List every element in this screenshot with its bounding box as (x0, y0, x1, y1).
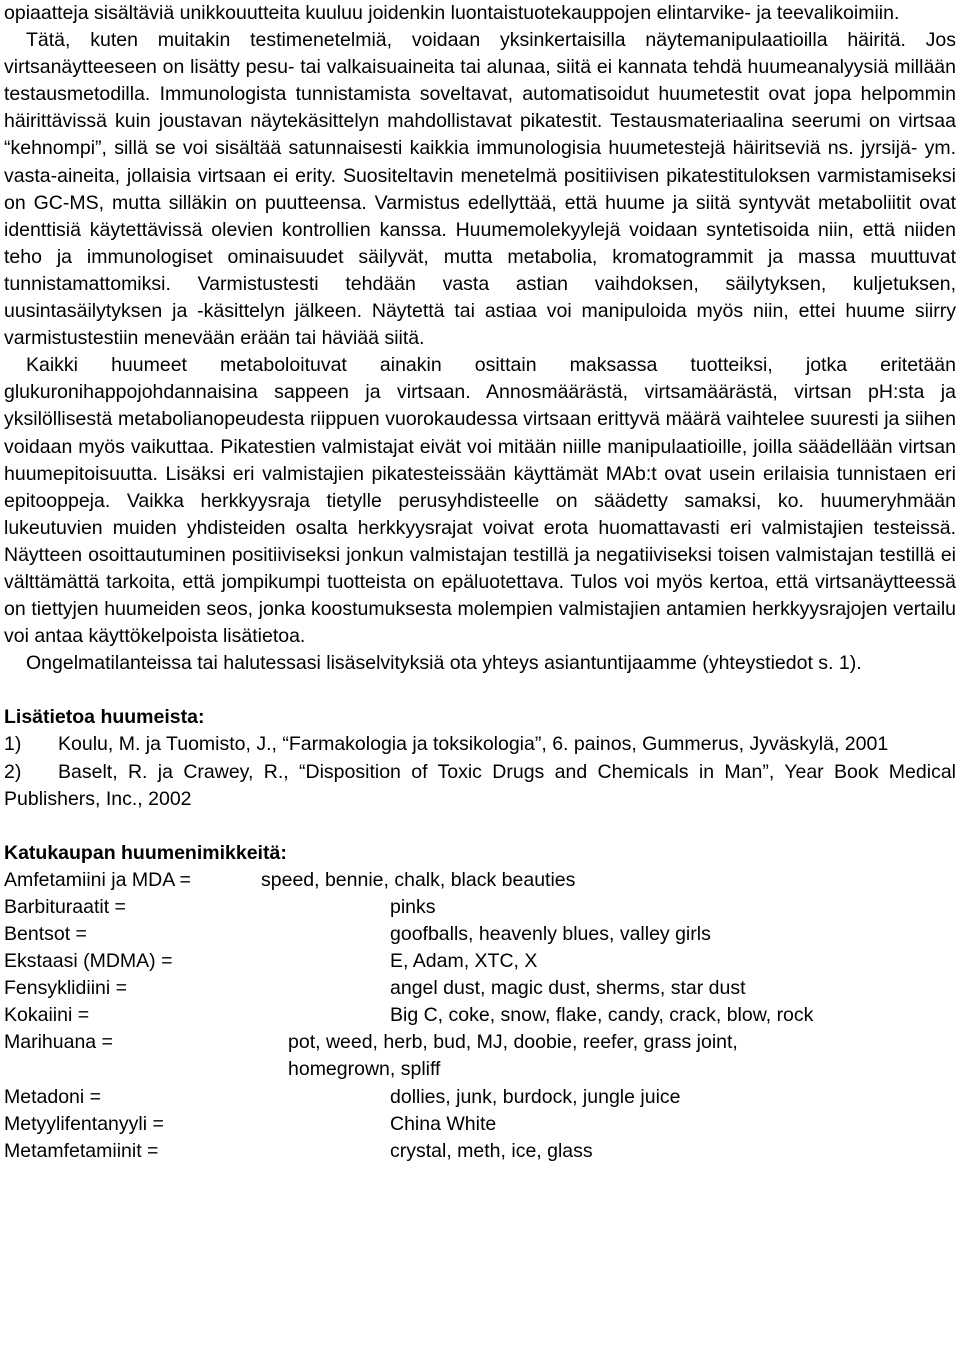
paragraph-contact: Ongelmatilanteissa tai halutessasi lisäselvityksiä ota yhteys asiantuntijaamme (yhteystiedot s. 1). (26, 652, 862, 675)
drug-name: Fensyklidiini = (4, 977, 128, 1000)
document-page (4, 0, 956, 1165)
street-names: pinks (390, 895, 436, 918)
street-names: E, Adam, XTC, X (390, 950, 538, 973)
paragraph-metabolism: Kaikki huumeet metaboloituvat ainakin osittain maksassa tuotteiksi, jotka eritetään glukuronihappojohdannaisina sappeen ja virtsaan. Annosmäärästä, virtsamäärästä, virtsan pH:sta ja yksilöllisestä metabolianopeudesta riippuen vuorokaudessa virtsaan erittyvä määrä vaihtelee suuresti ja siihen voidaan myös vaikuttaa. Pikatestien valmistajat eivät voi mitään niille manipulaatioille, joilla säädellään virtsan huumepitoisuutta. Lisäksi eri valmistajien pikatesteissään käyttämät MAb:t ovat usein erilaisia tunnistaen eri epitooppeja. Vaikka herkkyysraja tietylle perusyhdisteelle on säädetty samaksi, ko. huumeryhmään lukeutuvien muiden yhdisteiden osalta herkkyysrajat voivat erota huomattavasti eri valmistajien testeissä. Näytteen osoittautuminen positiiviseksi jonkun valmistajan testillä ja negatiiviseksi toisen valmistajan testillä ei välttämättä tarkoita, että jompikumpi tuotteista on epäluotettava. Tulos voi myös kertoa, että virtsanäytteessä on tiettyjen huumeiden seos, jonka koostumuksesta molempien valmistajien antamien herkkyysrajojen vertailu voi antaa käyttökelpoista lisätietoa. (4, 354, 956, 648)
street-names-line: pot, weed, herb, bud, MJ, doobie, reefer, grass joint, (288, 1031, 738, 1054)
slang-row (4, 894, 956, 921)
drug-name: Metadoni = (4, 1085, 102, 1108)
drug-name: Ekstaasi (MDMA) = (4, 950, 173, 973)
drug-name: Marihuana = (4, 1031, 113, 1054)
slang-row (4, 948, 956, 975)
street-names: goofballs, heavenly blues, valley girls (390, 923, 711, 945)
reference-number: 2) (4, 760, 22, 783)
reference-item (4, 731, 956, 758)
street-names: speed, bennie, chalk, black beauties (261, 868, 576, 891)
references-heading: Lisätietoa huumeista: (4, 706, 205, 729)
drug-name: Barbituraatit = (4, 895, 126, 918)
slang-row (4, 867, 956, 894)
street-names: China White (390, 1112, 497, 1135)
drug-name: Bentsot = (4, 923, 87, 945)
reference-text: Koulu, M. ja Tuomisto, J., “Farmakologia ja toksikologia”, 6. painos, Gummerus, Jyväskylä, 2001 (58, 733, 889, 756)
street-names: crystal, meth, ice, glass (390, 1139, 593, 1162)
paragraph-intro: opiaatteja sisältäviä unikkouutteita kuuluu joidenkin luontaistuotekauppojen elintarvike- ja teevalikoimiin. (4, 2, 900, 24)
drug-name: Kokaiini = (4, 1004, 90, 1027)
spacer (4, 677, 956, 704)
slang-row (4, 1084, 956, 1111)
reference-number: 1) (4, 733, 22, 756)
slang-row (4, 1138, 956, 1165)
slang-row (4, 975, 956, 1002)
reference-text: Baselt, R. ja Crawey, R., “Disposition of Toxic Drugs and Chemicals in Man”, Year Book Medical Publishers, Inc., 2002 (4, 760, 956, 810)
spacer (4, 813, 956, 840)
slang-row (4, 1029, 956, 1083)
street-names-line: homegrown, spliff (288, 1058, 441, 1081)
street-names: angel dust, magic dust, sherms, star dust (390, 977, 746, 1000)
street-names: Big C, coke, snow, flake, candy, crack, blow, rock (390, 1004, 814, 1027)
slang-list (4, 867, 956, 1165)
drug-name: Metyylifentanyyli = (4, 1112, 164, 1135)
drug-name: Metamfetamiinit = (4, 1139, 159, 1162)
slang-row (4, 1111, 956, 1138)
street-names: dollies, junk, burdock, jungle juice (390, 1085, 681, 1108)
paragraph-test-manipulation: Tätä, kuten muitakin testimenetelmiä, voidaan yksinkertaisilla näytemanipulaatioilla häiritä. Jos virtsanäytteeseen on lisätty pesu- tai valkaisuaineita tai alunaa, siitä ei kannata tehdä huumeanalyysiä millään testausmetodilla. Immunologista tunnistamista soveltavat, automatisoidut huumetestit ovat jopa helpommin häirittävissä kuin joustavan näytekäsittelyn mahdollistavat pikatestit. Testausmateriaalina seerumi on virtsaa “kehnompi”, sillä se voi sisältää satunnaisesti kaikkia immunologisia huumetestejä häiritseviä ns. jyrsijä- ym. vasta-aineita, jollaisia virtsaan ei erity. Suositeltavin menetelmä positiivisen pikatestituloksen varmistamiseksi on GC-MS, mutta silläkin on puutteensa. Varmistus edellyttää, että huume ja siitä syntyvät metaboliitit ovat identtisiä käytettävissä olevien kontrollien kanssa. Huumemolekyylejä voidaan syntetisoida niin, että niiden teho ja immunologiset ominaisuudet säilyvät, mutta metabolia, kromatogrammit ja massa muuttuvat tunnistamattomiksi. Varmistustesti tehdään vasta astian vaihdoksen, säilytyksen, kuljetuksen, uusintasäilytyksen ja -käsittelyn jälkeen. Näytettä tai astiaa voi manipuloida myös niin, ettei huume siirry varmistustestiin menevään erään tai häviää siitä. (4, 29, 956, 350)
reference-item (4, 759, 956, 813)
slang-row (4, 1002, 956, 1029)
drug-name: Amfetamiini ja MDA = (4, 868, 191, 891)
slang-row (4, 921, 956, 948)
street-names (288, 1029, 738, 1083)
slang-heading: Katukaupan huumenimikkeitä: (4, 841, 287, 864)
